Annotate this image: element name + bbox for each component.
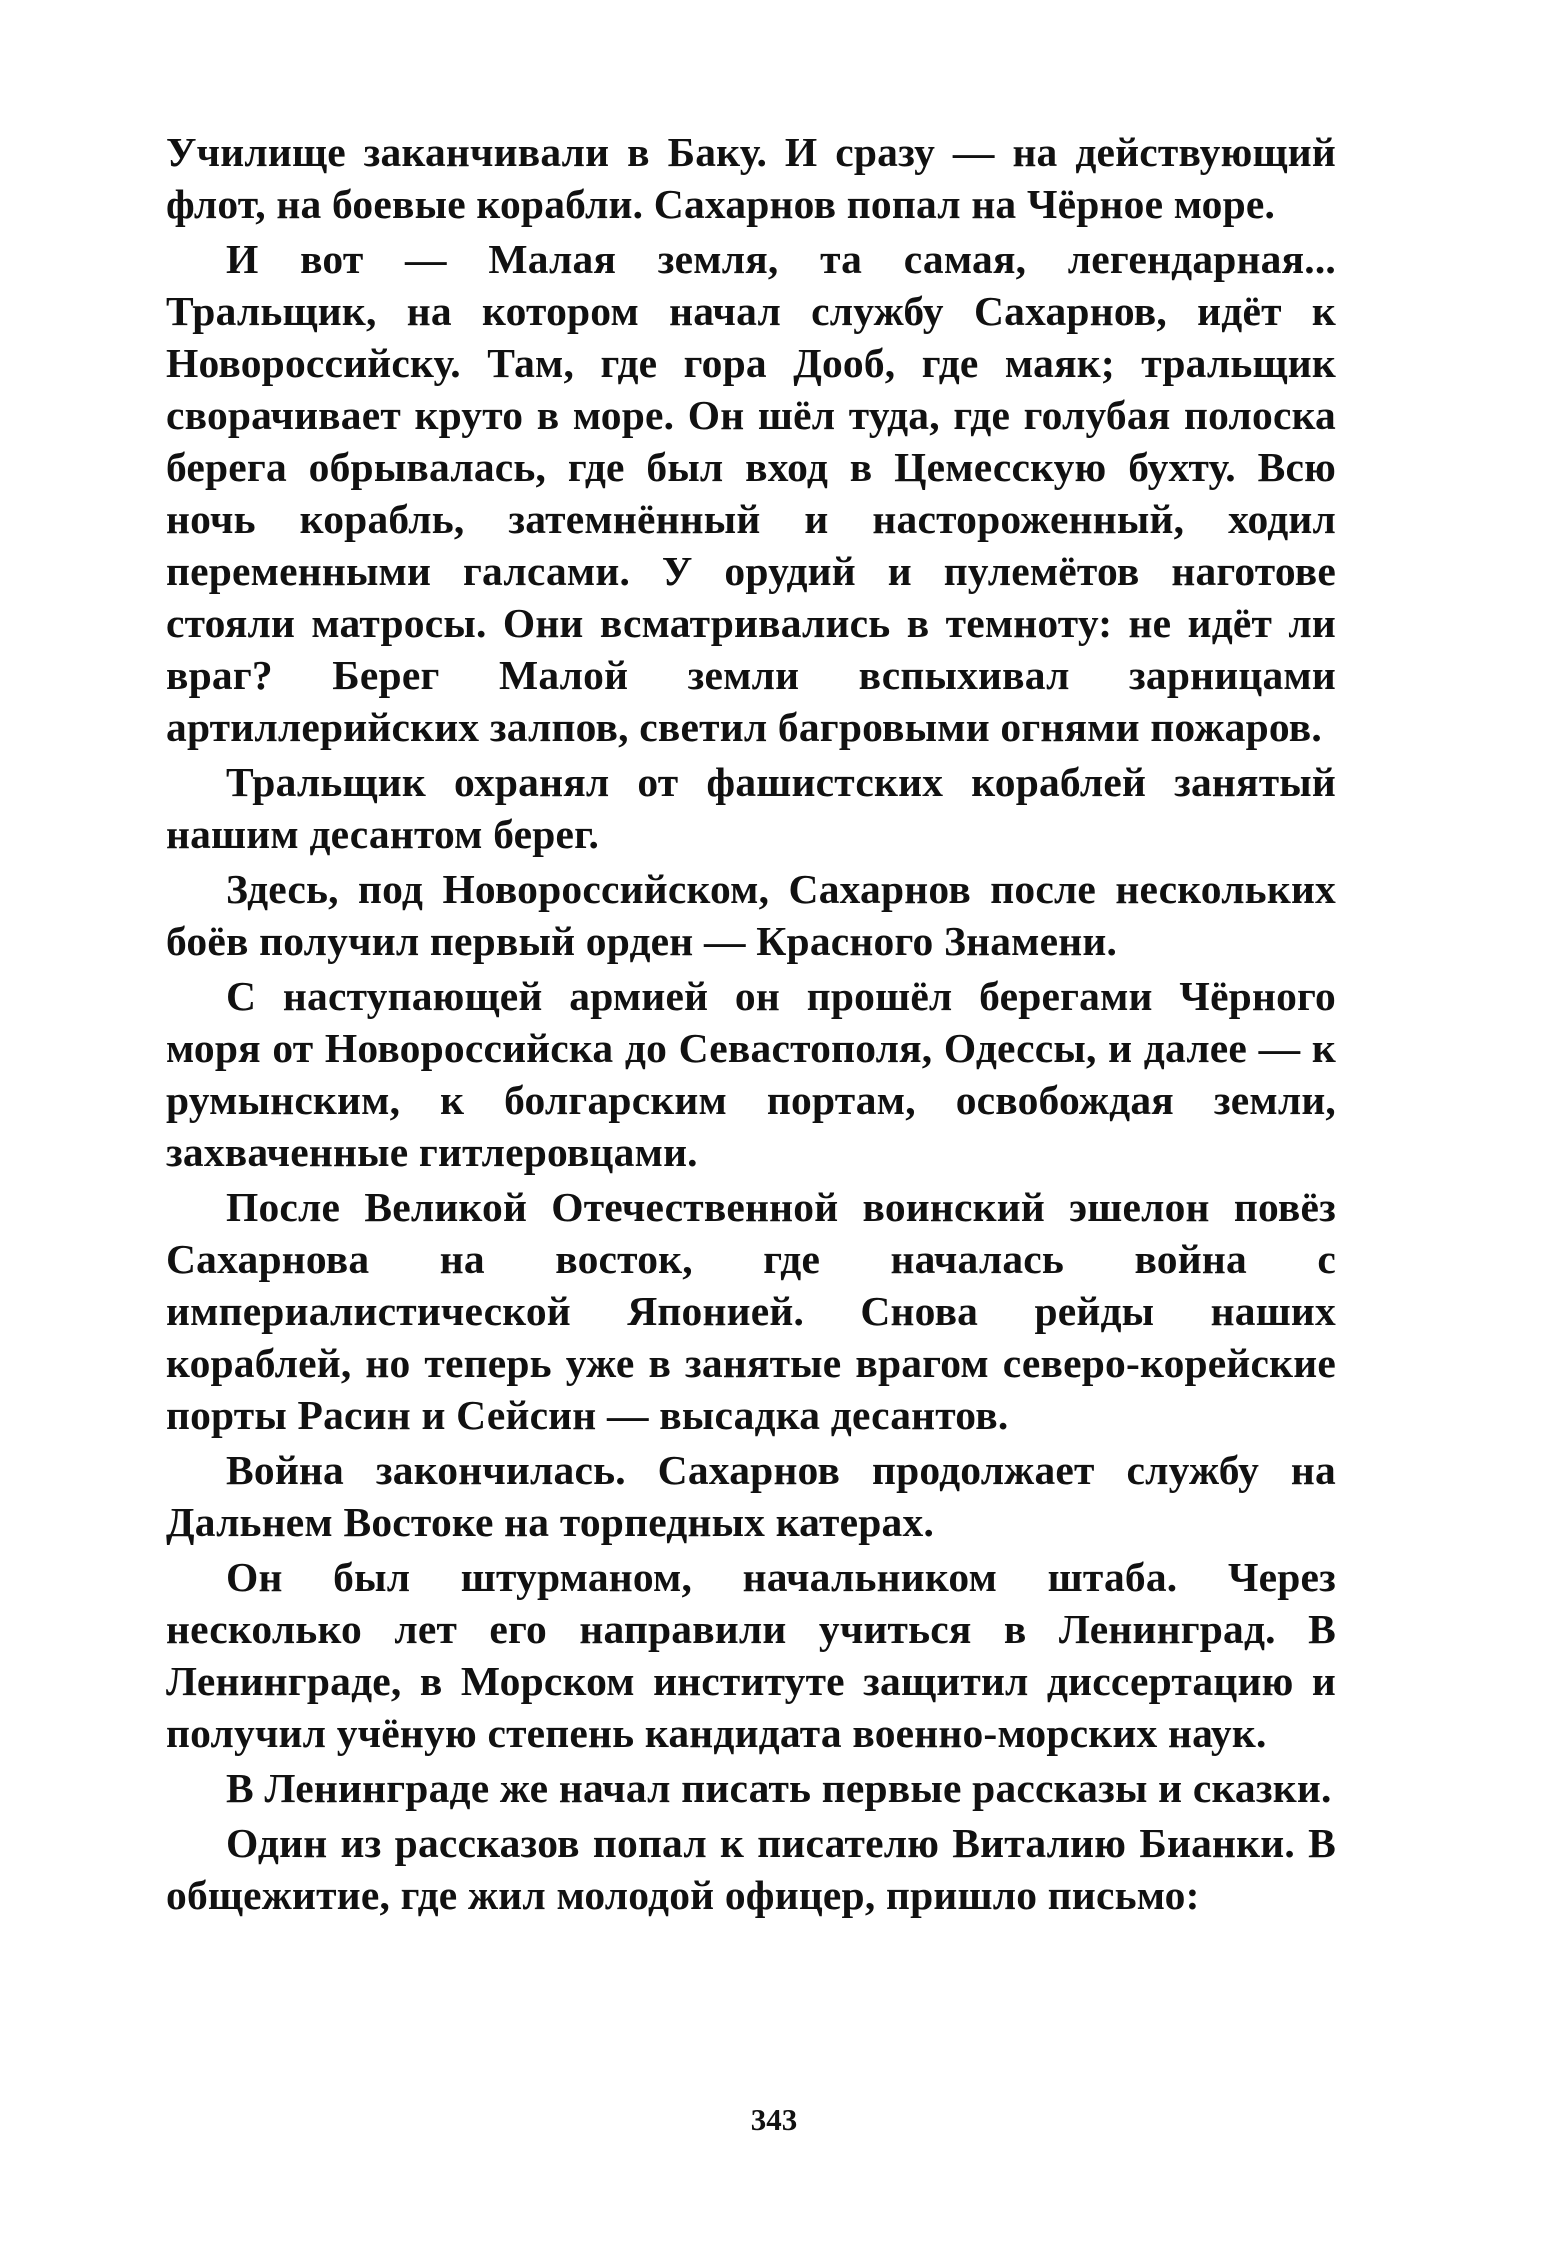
- paragraph-5: С наступающей армией он прошёл берегами Чёрного моря от Новороссийска до Севастополя, Одессы, и далее — к румынским, к болгарским портам, освобождая земли, захваченные гитлеровцами.: [166, 973, 1336, 1175]
- paragraph-2: И вот — Малая земля, та самая, легендарная... Тральщик, на котором начал службу Сахарнов, идёт к Новороссийску. Там, где гора Дооб, где маяк; тральщик сворачивает круто в море. Он шёл туда, где голубая полоска берега обрывалась, где был вход в Цемесскую бухту. Всю ночь корабль, затемнённый и настороженный, ходил переменными галсами. У орудий и пулемётов наготове стояли матросы. Они всматривались в темноту: не идёт ли враг? Берег Малой земли вспыхивал зарницами артиллерийских залпов, светил багровыми огнями пожаров.: [166, 236, 1336, 750]
- paragraph-1: Училище заканчивали в Баку. И сразу — на действующий флот, на боевые корабли. Сахарнов попал на Чёрное море.: [166, 129, 1336, 227]
- paragraph-3: Тральщик охранял от фашистских кораблей занятый нашим десантом берег.: [166, 759, 1336, 857]
- paragraph-7: Война закончилась. Сахарнов продолжает службу на Дальнем Востоке на торпедных катерах.: [166, 1447, 1336, 1545]
- paragraph-10: Один из рассказов попал к писателю Виталию Бианки. В общежитие, где жил молодой офицер, пришло письмо:: [166, 1820, 1336, 1918]
- paragraph-6: После Великой Отечественной воинский эшелон повёз Сахарнова на восток, где началась война с империалистической Японией. Снова рейды наших кораблей, но теперь уже в занятые врагом северо-корейские порты Расин и Сейсин — высадка десантов.: [166, 1184, 1336, 1438]
- paragraph-4: Здесь, под Новороссийском, Сахарнов после нескольких боёв получил первый орден — Красного Знамени.: [166, 866, 1336, 964]
- page-body: [166, 126, 1336, 1924]
- paragraph-8: Он был штурманом, начальником штаба. Через несколько лет его направили учиться в Ленинград. В Ленинграде, в Морском институте защитил диссертацию и получил учёную степень кандидата военно-морских наук.: [166, 1554, 1336, 1756]
- page-number: 343: [750, 2102, 798, 2137]
- paragraph-9: В Ленинграде же начал писать первые рассказы и сказки.: [226, 1765, 1332, 1811]
